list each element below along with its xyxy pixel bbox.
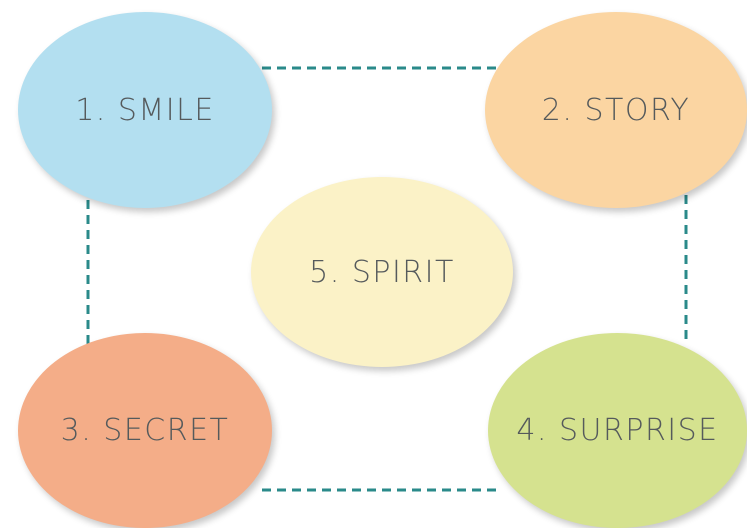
- node-surprise: [488, 333, 747, 528]
- node-secret: [18, 333, 272, 528]
- node-secret-label: 3. SECRET: [60, 413, 230, 448]
- node-story-label: 2. STORY: [541, 92, 691, 128]
- node-smile-label: 1. SMILE: [75, 92, 215, 128]
- node-spirit-label: 5. SPIRIT: [309, 254, 455, 290]
- node-surprise-label: 4. SURPRISE: [516, 413, 719, 448]
- node-smile: [18, 12, 272, 208]
- node-spirit: [251, 177, 513, 367]
- node-story: [485, 12, 747, 208]
